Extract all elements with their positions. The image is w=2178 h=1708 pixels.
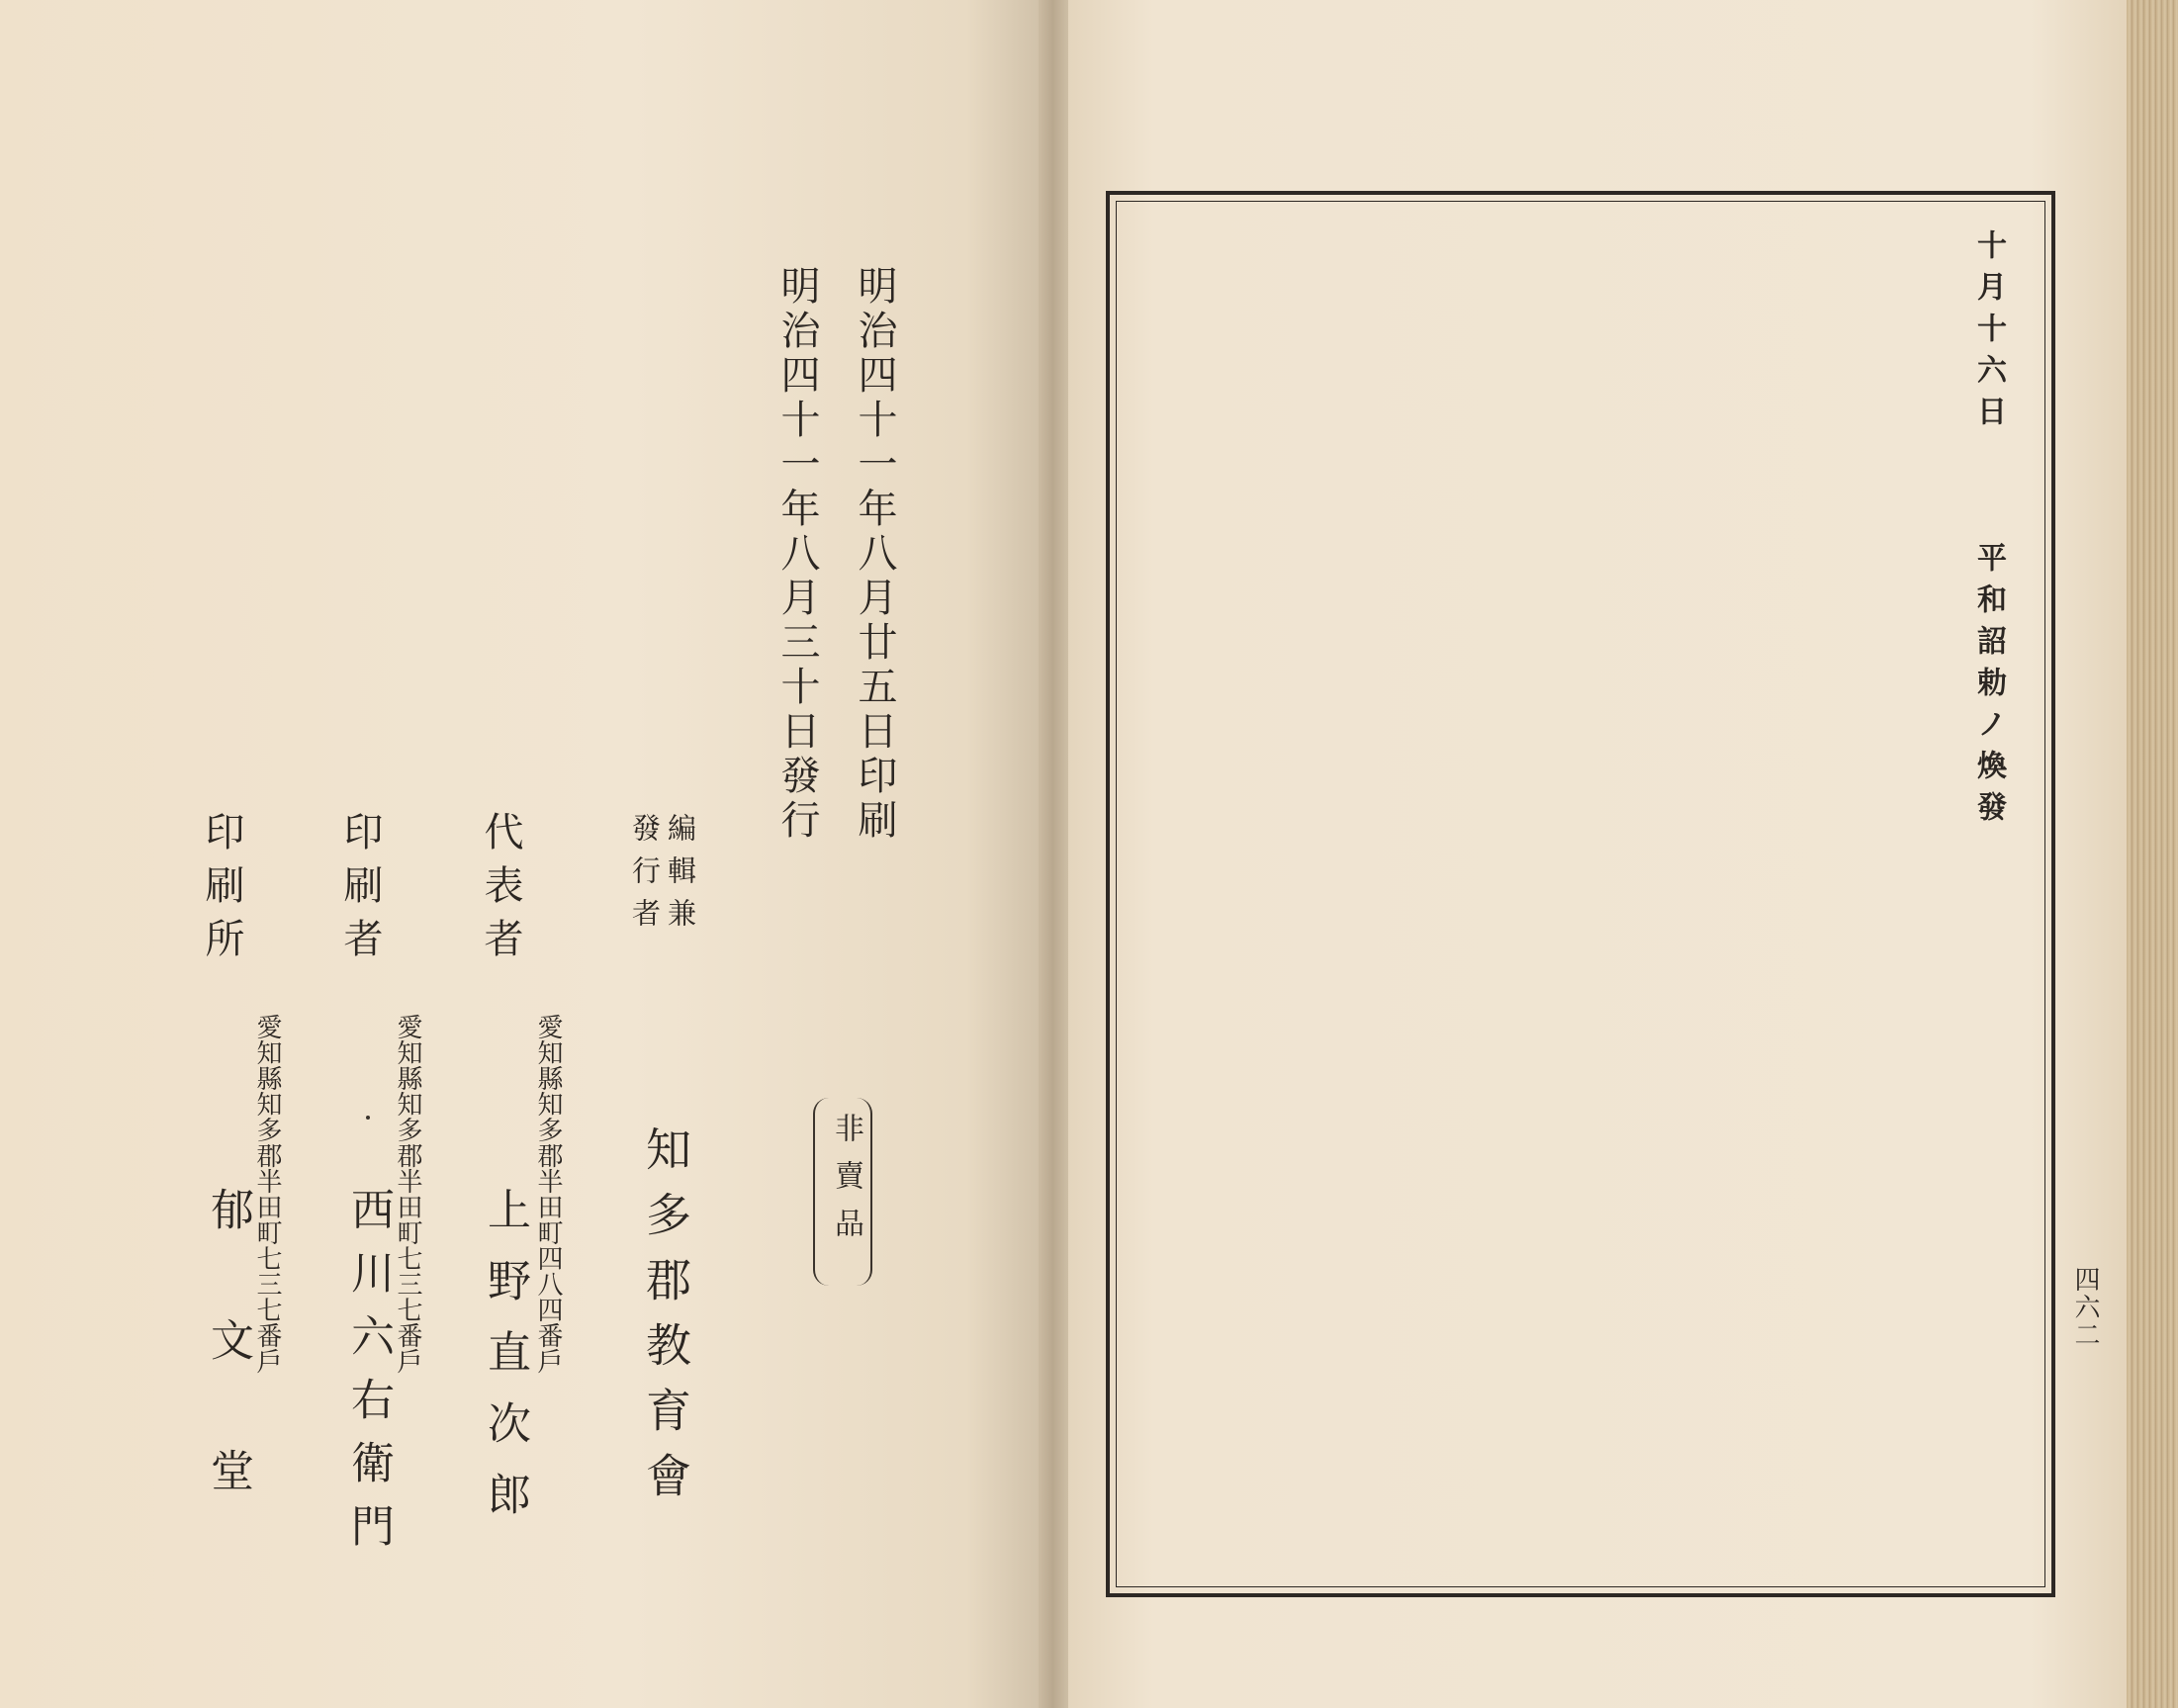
page-edge [2127,0,2178,1708]
print-date: 明治四十一年八月廿五日印刷 [852,265,897,844]
representative-label: 代表者 [478,811,523,971]
entry-date: 十月十六日 [1971,229,2006,437]
not-for-sale-badge: 非賣品 [829,1113,863,1255]
page-frame-inner [1116,201,2045,1587]
press-name: 郁文堂 [203,1187,253,1578]
press-label: 印刷所 [199,811,244,971]
ink-dot [366,1116,370,1120]
entry-title: 平和詔勅ノ煥發 [1971,542,2006,833]
page-number: 四六二 [2070,1266,2100,1349]
issue-date: 明治四十一年八月三十日發行 [774,265,820,844]
printer-label: 印刷者 [337,811,383,971]
printer-name: 西川六右衛門 [343,1187,394,1567]
representative-address: 愛知縣知多郡半田町四八四番戶 [533,1014,563,1374]
printer-address: 愛知縣知多郡半田町七三七番戶 [393,1014,422,1374]
representative-name: 上野直次郎 [480,1187,530,1543]
editor-label-line1: 編輯兼 [664,813,697,941]
press-address: 愛知縣知多郡半田町七三七番戶 [252,1014,282,1374]
bleed-through-text [1860,237,1899,528]
editor-name: 知多郡教育會 [639,1125,692,1517]
editor-label-line2: 發行者 [628,813,662,941]
